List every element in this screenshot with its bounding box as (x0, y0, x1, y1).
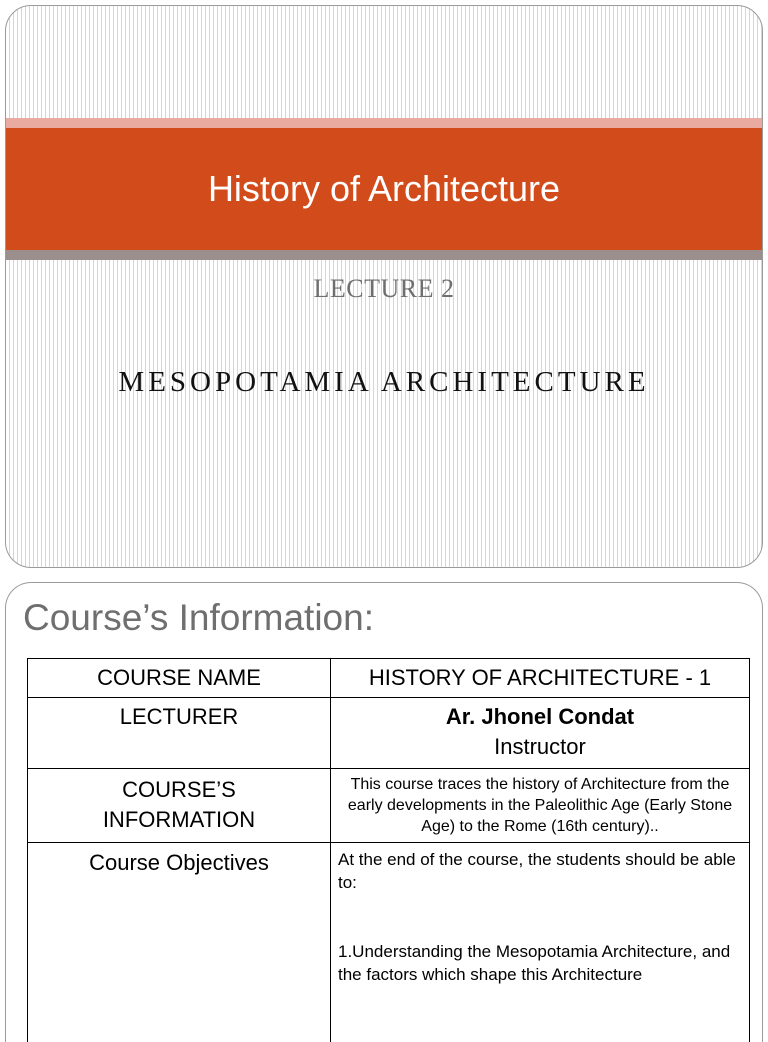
lecturer-label: LECTURER (28, 698, 331, 769)
lecture-number: LECTURE 2 (6, 274, 762, 304)
title-slide (5, 5, 763, 568)
course-info-label-line1: COURSE’S (32, 775, 326, 805)
slide-subtitle: MESOPOTAMIA ARCHITECTURE (6, 366, 762, 399)
course-name-label: COURSE NAME (28, 659, 331, 698)
course-info-label-line2: INFORMATION (32, 805, 326, 835)
course-info-heading: Course’s Information: (23, 597, 374, 639)
objectives-spacer (338, 894, 742, 940)
lecturer-value (331, 698, 750, 769)
course-info-value: This course traces the history of Architecture from the early developments in the Paleolithic Age (Early Stone Age) to the Rome (16th century).. (331, 769, 750, 843)
lecturer-name: Ar. Jhonel Condat (335, 704, 745, 730)
title-band-top (6, 118, 762, 128)
slide-title: History of Architecture (6, 128, 762, 250)
objectives-value (331, 843, 750, 1042)
objectives-label: Course Objectives (28, 843, 331, 1042)
course-info-table (27, 658, 750, 1042)
course-info-label (28, 769, 331, 843)
course-name-value: HISTORY OF ARCHITECTURE - 1 (331, 659, 750, 698)
objectives-intro: At the end of the course, the students should be able to: (338, 848, 742, 894)
course-info-slide (5, 582, 763, 1042)
lecturer-role: Instructor (335, 734, 745, 760)
table-row (28, 659, 750, 698)
table-row (28, 843, 750, 1042)
objective-item: 1.Understanding the Mesopotamia Architecture, and the factors which shape this Architecture (338, 940, 742, 986)
table-row (28, 769, 750, 843)
table-row (28, 698, 750, 769)
title-band-bottom (6, 250, 762, 260)
